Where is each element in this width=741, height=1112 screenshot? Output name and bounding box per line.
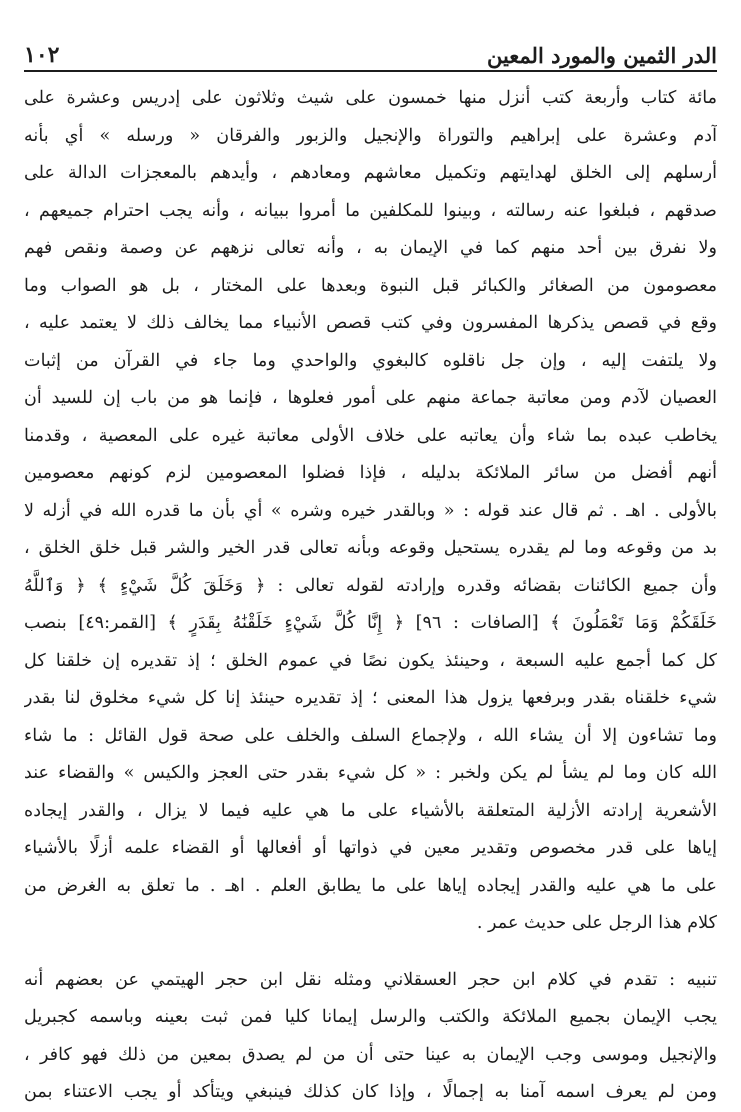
text-line: العصيان لآدم ومن معاتبة جماعة منهم على أمور فعلوها ، فإنما هو من باب إن للسيد أن [24, 388, 717, 408]
text-line: تنبيه : تقدم في كلام ابن حجر العسقلاني ومثله نقل ابن حجر الهيتمي عن بعضهم أنه [24, 969, 717, 990]
text-line: وأن جميع الكائنات بقضائه وقدره وإرادته لقوله تعالى : ﴿ وَخَلَقَ كُلَّ شَيْءٍ ﴾ ﴿ وَٱللَّهُ [24, 575, 717, 596]
text-line: أرسلهم إلى الخلق لهدايتهم وتكميل معاشهم ومعادهم ، وأيدهم بالمعجزات الدالة على [24, 163, 717, 183]
text-line: إياها على قدر مخصوص وتقدير معين في ذواتها أو أفعالها أو القضاء علمه أزلًا بالأشياء [24, 838, 717, 858]
text-line: أنهم أفضل من سائر الملائكة بدليله ، فإذا فضلوا المعصومين لزم كونهم معصومين [24, 463, 717, 483]
text-line: وقع في قصص يذكرها المفسرون وفي كتب قصص الأنبياء مما يخالف ذلك لا يعتمد عليه ، [24, 313, 717, 333]
paragraph-1 [24, 80, 717, 943]
text-line: آدم وعشرة على إبراهيم والتوراة والإنجيل والزبور والفرقان « ورسله » أي بأنه [24, 125, 717, 146]
header-rule [24, 70, 717, 72]
text-line: والإنجيل وموسى وجب الإيمان به عينا حتى أن من لم يصدق بمعين من ذلك فهو كافر ، [24, 1044, 717, 1065]
text-line: كلام هذا الرجل على حديث عمر . [476, 913, 717, 933]
text-line: بد من وقوعه وما لم يقدره يستحيل وقوعه وبأنه تعالى قدر الخير والشر قبل خلق الخلق ، [24, 538, 717, 558]
text-line: كل كما أجمع عليه السبعة ، وحينئذ يكون نصًا في عموم الخلق ؛ إذ تقديره إن خلقنا كل [24, 650, 717, 671]
paragraph-2 [24, 962, 717, 1112]
text-line: صدقهم ، فبلغوا عنه رسالته ، وبينوا للمكلفين ما أمروا ببيانه ، وأنه يجب احترام جميعهم ، [24, 200, 717, 221]
text-line: مائة كتاب وأربعة كتب أنزل منها خمسون على شيث وثلاثون على إدريس وعشرة على [24, 88, 717, 108]
text-line: الأشعرية إرادته الأزلية المتعلقة بالأشياء على ما هي عليه فيما لا يزال ، والقدر إيجاده [24, 800, 717, 821]
page-number: ١٠٢ [24, 42, 60, 68]
paragraph-gap [24, 943, 717, 962]
running-title: الدر الثمين والمورد المعين [486, 43, 717, 68]
page-header [24, 30, 717, 72]
text-line: يجب الإيمان بجميع الملائكة والكتب والرسل إيمانا كليا فمن ثبت بعينه وباسمه كجبريل [24, 1007, 717, 1027]
text-line: وما تشاءون إلا أن يشاء الله ، ولإجماع السلف والخلف على صحة قول القائل : ما شاء [24, 725, 717, 746]
text-line: ولا يلتفت إليه ، وإن جل ناقلوه كالبغوي والواحدي وما جاء في القرآن من إثبات [24, 350, 717, 371]
text-line: بالأولى . اهـ . ثم قال عند قوله : « وبالقدر خيره وشره » أي بأن ما قدره الله في أزله لا [24, 500, 717, 521]
text-line: خَلَقَكُمْ وَمَا تَعْمَلُونَ ﴾ [الصافات : ٩٦] ﴿ إِنَّا كُلَّ شَيْءٍ خَلَقْنَٰهُ بِقَدَرٍ ﴾ [القمر:٤٩] بنصب [24, 613, 717, 633]
text-line: شيء خلقناه بقدر وبرفعها يزول هذا المعنى ؛ إذ تقديره حينئذ إنا كل شيء مخلوق لنا بقدر [24, 688, 717, 708]
page-body [24, 80, 717, 1112]
text-line: ومن لم يعرف اسمه آمنا به إجمالًا ، وإذا كان كذلك فينبغي ويتأكد أو يجب الاعتناء بمن [24, 1082, 717, 1102]
text-line: على ما هي عليه والقدر إيجاده إياها على ما يطابق العلم . اهـ . ما تعلق به الغرض من [24, 875, 717, 896]
text-line: الله كان وما لم يشأ لم يكن ولخبر : « كل شيء بقدر حتى العجز والكيس » والقضاء عند [24, 763, 717, 783]
text-line: يخاطب عبده بما شاء وأن يعاتبه على خلاف الأولى معاتبة غيره على المعصية ، وقدمنا [24, 425, 717, 446]
text-line: ولا نفرق بين أحد منهم كما في الإيمان به ، وأنه تعالى نزههم عن وصمة ونقص فهم [24, 238, 717, 258]
text-line: معصومون من الصغائر والكبائر قبل النبوة وبعدها على المختار ، بل هو الصواب وما [24, 275, 717, 296]
